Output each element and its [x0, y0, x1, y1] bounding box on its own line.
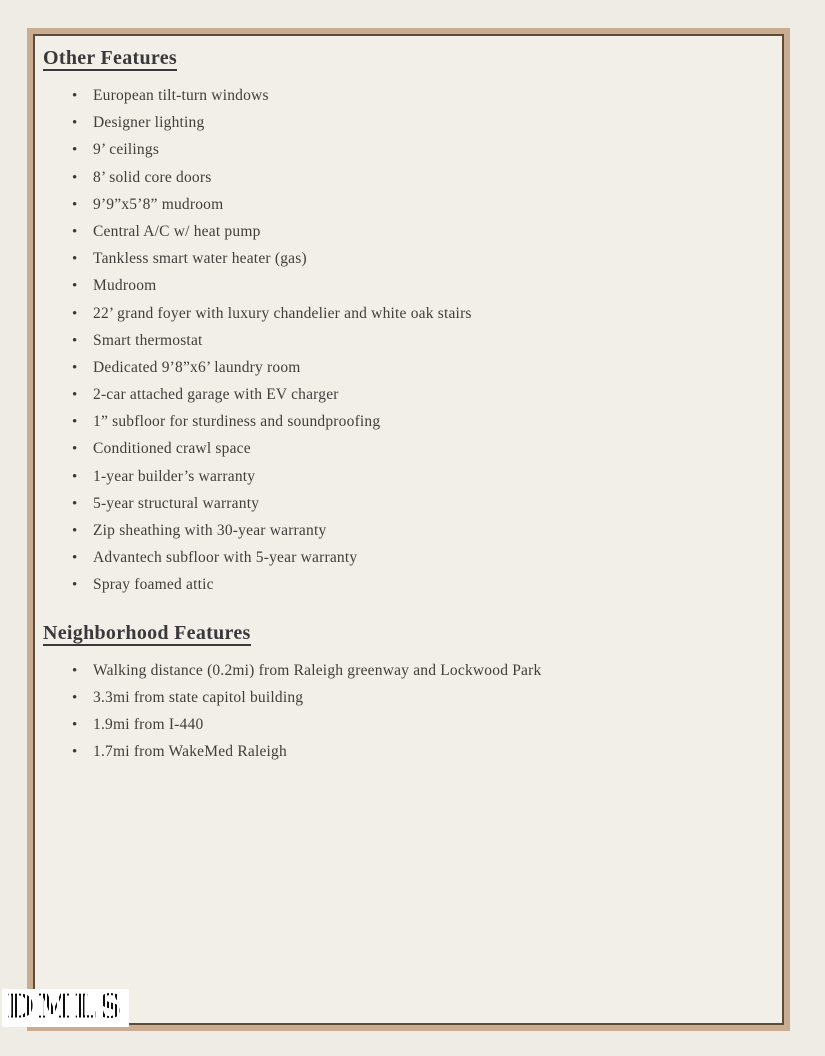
- list-item-text: Advantech subfloor with 5-year warranty: [93, 549, 358, 567]
- bullet-icon: •: [72, 414, 78, 431]
- list-item: [72, 408, 768, 435]
- list-item-text: Smart thermostat: [93, 331, 203, 349]
- bullet-icon: •: [72, 196, 78, 213]
- section-heading-neighborhood-features: Neighborhood Features: [43, 621, 251, 644]
- bullet-icon: •: [72, 662, 78, 679]
- bullet-icon: •: [72, 689, 78, 706]
- list-item-text: 22’ grand foyer with luxury chandelier and white oak stairs: [93, 304, 472, 322]
- bullet-icon: •: [72, 523, 78, 539]
- list-item: [72, 381, 768, 408]
- dmls-logo-text: DMLS: [7, 988, 125, 1026]
- list-item-text: 9’ ceilings: [93, 141, 160, 159]
- bullet-icon: •: [72, 441, 78, 458]
- section-neighborhood-features: [43, 623, 768, 655]
- list-item: [72, 517, 768, 544]
- list-item-text: 5-year structural warranty: [93, 494, 260, 512]
- list-item: [72, 490, 768, 517]
- section-heading-other-features: Other Features: [43, 47, 177, 69]
- list-item: [72, 136, 768, 163]
- dmls-logo: [2, 989, 129, 1027]
- bullet-icon: •: [72, 142, 78, 159]
- list-item-text: Designer lighting: [93, 114, 205, 132]
- list-item-text: Spray foamed attic: [93, 576, 214, 594]
- list-item-text: 1-year builder’s warranty: [93, 467, 256, 485]
- list-item-text: 8’ solid core doors: [93, 168, 212, 186]
- list-item: [72, 82, 768, 109]
- bullet-icon: •: [72, 577, 78, 594]
- list-item: [72, 300, 768, 327]
- list-item-text: 2-car attached garage with EV charger: [93, 386, 339, 404]
- bullet-icon: •: [72, 495, 78, 512]
- list-item-text: Mudroom: [93, 277, 157, 295]
- bullet-icon: •: [72, 744, 78, 761]
- list-item: [72, 544, 768, 571]
- decorative-frame: [27, 28, 790, 1031]
- list-item-text: Central A/C w/ heat pump: [93, 222, 261, 240]
- bullet-icon: •: [72, 468, 78, 485]
- list-item: [72, 738, 768, 765]
- bullet-icon: •: [72, 359, 78, 376]
- list-item-text: European tilt-turn windows: [93, 87, 269, 104]
- bullet-icon: •: [72, 387, 78, 404]
- bullet-icon: •: [72, 223, 78, 240]
- list-item: [72, 463, 768, 490]
- list-item: [72, 191, 768, 218]
- list-item: [72, 684, 768, 711]
- list-item: [72, 657, 768, 684]
- list-item: [72, 354, 768, 381]
- list-item: [72, 711, 768, 738]
- bullet-icon: •: [72, 716, 78, 733]
- bullet-icon: •: [72, 305, 78, 322]
- other-features-list: [43, 82, 768, 599]
- list-item: [72, 245, 768, 272]
- list-item-text: Tankless smart water heater (gas): [93, 250, 307, 268]
- list-item-text: Dedicated 9’8”x6’ laundry room: [93, 358, 301, 376]
- list-item-text: Walking distance (0.2mi) from Raleigh greenway and Lockwood Park: [93, 661, 542, 679]
- section-other-features: [43, 48, 768, 80]
- bullet-icon: •: [72, 278, 78, 295]
- list-item: [72, 218, 768, 245]
- list-item: [72, 571, 768, 598]
- list-item-text: 1.9mi from I-440: [93, 715, 204, 733]
- bullet-icon: •: [72, 115, 78, 132]
- bullet-icon: •: [72, 169, 78, 186]
- list-item-text: 1.7mi from WakeMed Raleigh: [93, 743, 287, 761]
- list-item: [72, 272, 768, 299]
- bullet-icon: •: [72, 550, 78, 567]
- list-item: [72, 327, 768, 354]
- bullet-icon: •: [72, 88, 78, 104]
- list-item-text: Conditioned crawl space: [93, 440, 251, 458]
- list-item: [72, 435, 768, 462]
- list-item-text: 9’9”x5’8” mudroom: [93, 195, 224, 213]
- neighborhood-features-list: [43, 657, 768, 766]
- list-item-text: Zip sheathing with 30-year warranty: [93, 522, 327, 539]
- list-item: [72, 164, 768, 191]
- list-item: [72, 109, 768, 136]
- page-content: [33, 34, 784, 1025]
- list-item-text: 3.3mi from state capitol building: [93, 688, 304, 706]
- list-item-text: 1” subfloor for sturdiness and soundproofing: [93, 413, 381, 431]
- bullet-icon: •: [72, 251, 78, 268]
- bullet-icon: •: [72, 332, 78, 349]
